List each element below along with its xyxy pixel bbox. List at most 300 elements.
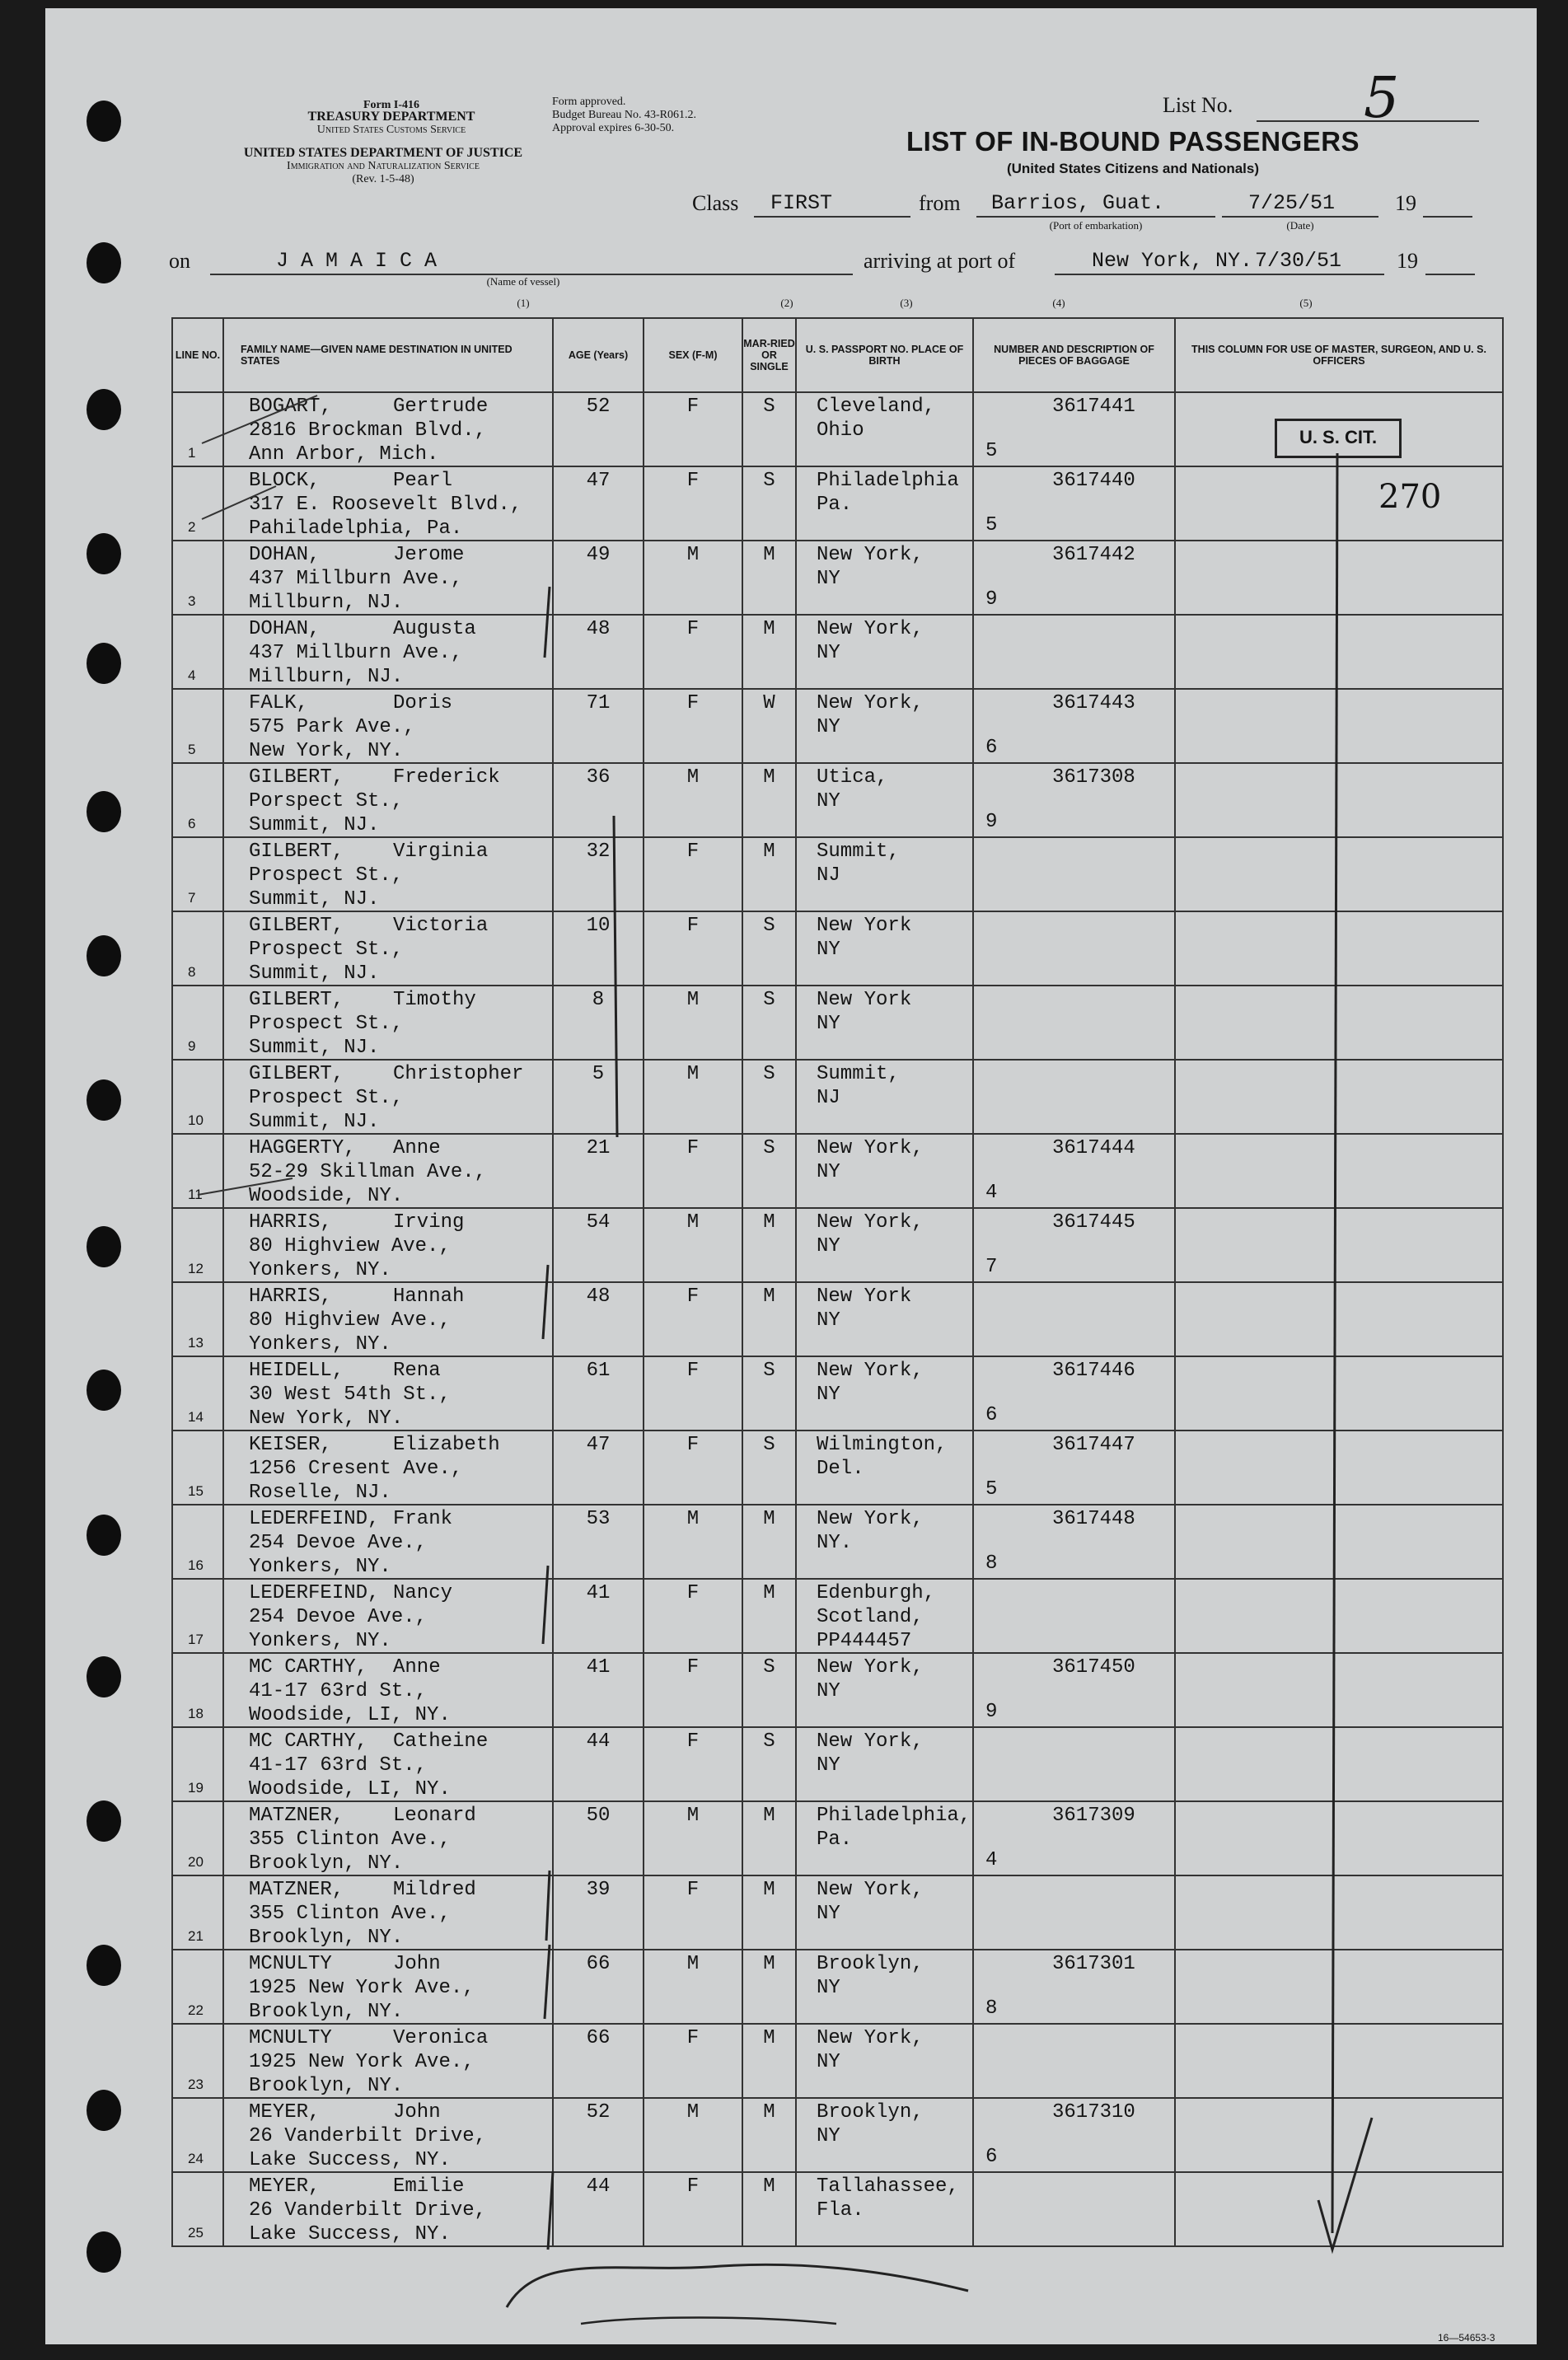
given-name: Virginia — [393, 841, 489, 863]
sex-value: M — [686, 1211, 700, 1234]
birthplace-line-1: New York, — [817, 544, 924, 566]
given-name: Mildred — [393, 1879, 476, 1901]
col-num-5: (5) — [1299, 297, 1313, 309]
birthplace-line-1: Philadelphia — [817, 470, 959, 492]
baggage-number: 3617308 — [1052, 766, 1135, 789]
city-line: Summit, NJ. — [249, 1111, 380, 1133]
city-line: Brooklyn, NY. — [249, 2001, 404, 2023]
birthplace-line-2: Pa. — [817, 1829, 853, 1851]
sex-value: F — [686, 1285, 700, 1308]
age-value: 49 — [586, 544, 611, 566]
col-header-age: AGE (Years) — [553, 318, 644, 392]
address-line: 254 Devoe Ave., — [249, 1606, 428, 1628]
given-name: Frederick — [393, 766, 500, 789]
birthplace-line-1: Summit, — [817, 1063, 900, 1085]
line-number: 6 — [188, 816, 196, 831]
given-name: Gertrude — [393, 396, 489, 418]
city-line: New York, NY. — [249, 1407, 404, 1430]
sex-value: M — [686, 544, 700, 566]
marital-value: M — [763, 1211, 775, 1234]
marital-value: M — [763, 544, 775, 566]
birthplace-line-2: NY — [817, 2125, 840, 2147]
family-name: HAGGERTY, — [249, 1137, 356, 1159]
address-line: 26 Vanderbilt Drive, — [249, 2125, 487, 2147]
marital-value: M — [763, 1879, 775, 1901]
embark-date-caption: (Date) — [1286, 219, 1314, 232]
year-prefix-2: 19 — [1397, 249, 1418, 273]
baggage-pieces: 8 — [985, 1997, 998, 2020]
sex-value: F — [686, 1656, 700, 1679]
line-number: 12 — [188, 1261, 204, 1276]
family-name: MEYER, — [249, 2175, 321, 2198]
baggage-pieces: 8 — [985, 1552, 998, 1575]
customs-service: United States Customs Service — [316, 124, 466, 136]
family-name: HEIDELL, — [249, 1360, 344, 1382]
baggage-number: 3617444 — [1052, 1137, 1135, 1159]
given-name: Irving — [393, 1211, 465, 1234]
birthplace-line-1: New York, — [817, 1360, 924, 1382]
family-name: LEDERFEIND, — [249, 1508, 380, 1530]
given-name: Nancy — [393, 1582, 453, 1604]
form-title: LIST OF IN-BOUND PASSENGERS — [906, 126, 1360, 157]
sex-value: F — [686, 915, 700, 937]
birthplace-line-2: NY — [817, 939, 840, 961]
sex-value: M — [686, 2101, 700, 2124]
address-line: Prospect St., — [249, 1087, 404, 1109]
address-line: 41-17 63rd St., — [249, 1754, 428, 1777]
given-name: Veronica — [393, 2027, 489, 2049]
vessel-name-value: J A M A I C A — [276, 249, 438, 273]
sex-value: F — [686, 1434, 700, 1456]
sex-value: F — [686, 396, 700, 418]
marital-value: S — [763, 1063, 775, 1085]
sex-value: F — [686, 2175, 700, 2198]
year-prefix: 19 — [1395, 191, 1416, 215]
baggage-number: 3617440 — [1052, 470, 1135, 492]
baggage-number: 3617448 — [1052, 1508, 1135, 1530]
justice-dept: UNITED STATES DEPARTMENT OF JUSTICE — [243, 146, 523, 160]
birthplace-line-2: NY — [817, 1384, 840, 1406]
address-line: 355 Clinton Ave., — [249, 1903, 451, 1925]
given-name: Augusta — [393, 618, 476, 640]
marital-value: S — [763, 396, 775, 418]
address-line: 1256 Cresent Ave., — [249, 1458, 463, 1480]
baggage-number: 3617442 — [1052, 544, 1135, 566]
family-name: HARRIS, — [249, 1211, 332, 1234]
sex-value: M — [686, 1508, 700, 1530]
family-name: MC CARTHY, — [249, 1730, 368, 1753]
family-name: GILBERT, — [249, 989, 344, 1011]
arrival-date-value: 7/30/51 — [1255, 249, 1342, 273]
birthplace-line-2: NY — [817, 790, 840, 812]
baggage-number: 3617309 — [1052, 1805, 1135, 1827]
given-name: Victoria — [393, 915, 489, 937]
birthplace-line-1: New York, — [817, 2027, 924, 2049]
line-number: 18 — [188, 1706, 204, 1721]
line-number: 21 — [188, 1928, 204, 1944]
city-line: Woodside, LI, NY. — [249, 1704, 451, 1726]
family-name: LEDERFEIND, — [249, 1582, 380, 1604]
family-name: GILBERT, — [249, 841, 344, 863]
family-name: MCNULTY — [249, 2027, 332, 2049]
line-number: 13 — [188, 1335, 204, 1351]
marital-value: S — [763, 1360, 775, 1382]
baggage-pieces: 4 — [985, 1182, 998, 1204]
line-number: 4 — [188, 667, 196, 683]
family-name: DOHAN, — [249, 544, 321, 566]
city-line: Yonkers, NY. — [249, 1630, 391, 1652]
form-number: Form I-416 — [363, 99, 420, 111]
family-name: DOHAN, — [249, 618, 321, 640]
age-value: 10 — [586, 915, 611, 937]
line-number: 8 — [188, 964, 196, 980]
family-name: MC CARTHY, — [249, 1656, 368, 1679]
birthplace-line-1: Tallahassee, — [817, 2175, 959, 2198]
col-num-2: (2) — [780, 297, 793, 309]
line-number: 1 — [188, 445, 196, 461]
age-value: 39 — [586, 1879, 611, 1901]
baggage-number: 3617441 — [1052, 396, 1135, 418]
line-number: 22 — [188, 2002, 204, 2018]
marital-value: S — [763, 989, 775, 1011]
given-name: Elizabeth — [393, 1434, 500, 1456]
sex-value: F — [686, 618, 700, 640]
birthplace-line-2: NY — [817, 1013, 840, 1035]
baggage-pieces: 4 — [985, 1849, 998, 1871]
baggage-number: 3617450 — [1052, 1656, 1135, 1679]
birthplace-line-2: NY — [817, 2051, 840, 2073]
birthplace-line-1: Edenburgh, — [817, 1582, 936, 1604]
age-value: 21 — [586, 1137, 611, 1159]
age-value: 48 — [586, 1285, 611, 1308]
family-name: MATZNER, — [249, 1879, 344, 1901]
us-citizen-stamp: U. S. CIT. — [1275, 419, 1402, 458]
birthplace-line-1: New York, — [817, 1730, 924, 1753]
age-value: 48 — [586, 618, 611, 640]
birthplace-line-2: NY — [817, 1161, 840, 1183]
city-line: New York, NY. — [249, 740, 404, 762]
family-name: MEYER, — [249, 2101, 321, 2124]
line-number: 14 — [188, 1409, 204, 1425]
line-number: 23 — [188, 2077, 204, 2092]
line-number: 15 — [188, 1483, 204, 1499]
city-line: Lake Success, NY. — [249, 2149, 451, 2171]
birthplace-line-2: NJ — [817, 864, 840, 887]
sex-value: F — [686, 1730, 700, 1753]
baggage-pieces: 5 — [985, 514, 998, 536]
baggage-number: 3617447 — [1052, 1434, 1135, 1456]
given-name: Rena — [393, 1360, 441, 1382]
sex-value: F — [686, 692, 700, 714]
col-header-sex: SEX (F-M) — [644, 318, 742, 392]
family-name: KEISER, — [249, 1434, 332, 1456]
city-line: Summit, NJ. — [249, 1037, 380, 1059]
line-number: 5 — [188, 742, 196, 757]
marital-value: S — [763, 1656, 775, 1679]
family-name: GILBERT, — [249, 766, 344, 789]
city-line: Brooklyn, NY. — [249, 1927, 404, 1949]
age-value: 44 — [586, 1730, 611, 1753]
address-line: 52-29 Skillman Ave., — [249, 1161, 487, 1183]
address-line: 80 Highview Ave., — [249, 1309, 451, 1332]
age-value: 52 — [586, 2101, 611, 2124]
given-name: Doris — [393, 692, 453, 714]
baggage-pieces: 6 — [985, 737, 998, 759]
family-name: HARRIS, — [249, 1285, 332, 1308]
birthplace-line-1: Brooklyn, — [817, 2101, 924, 2124]
birthplace-line-1: New York, — [817, 1879, 924, 1901]
treasury-dept: TREASURY DEPARTMENT — [307, 110, 475, 124]
sex-value: F — [686, 2027, 700, 2049]
sex-value: F — [686, 841, 700, 863]
address-line: Prospect St., — [249, 864, 404, 887]
marital-value: M — [763, 2027, 775, 2049]
sex-value: M — [686, 989, 700, 1011]
city-line: Millburn, NJ. — [249, 666, 404, 688]
given-name: Timothy — [393, 989, 476, 1011]
city-line: Millburn, NJ. — [249, 592, 404, 614]
col-num-1: (1) — [517, 297, 530, 309]
embark-date-value: 7/25/51 — [1248, 191, 1336, 215]
baggage-pieces: 6 — [985, 2146, 998, 2168]
address-line: 41-17 63rd St., — [249, 1680, 428, 1702]
birthplace-line-2: Del. — [817, 1458, 864, 1480]
given-name: Frank — [393, 1508, 453, 1530]
given-name: Christopher — [393, 1063, 524, 1085]
birthplace-line-2: Ohio — [817, 419, 864, 442]
on-label: on — [169, 249, 190, 273]
city-line: Woodside, LI, NY. — [249, 1778, 451, 1800]
line-number: 24 — [188, 2151, 204, 2166]
col-num-3: (3) — [900, 297, 913, 309]
age-value: 32 — [586, 841, 611, 863]
address-line: 80 Highview Ave., — [249, 1235, 451, 1257]
address-line: 437 Millburn Ave., — [249, 642, 463, 664]
family-name: FALK, — [249, 692, 309, 714]
family-name: BOGART, — [249, 396, 332, 418]
baggage-pieces: 5 — [985, 440, 998, 462]
birthplace-line-2: NY. — [817, 1532, 853, 1554]
city-line: Woodside, NY. — [249, 1185, 404, 1207]
birthplace-line-1: New York, — [817, 1508, 924, 1530]
marital-value: S — [763, 1730, 775, 1753]
given-name: Leonard — [393, 1805, 476, 1827]
age-value: 41 — [586, 1656, 611, 1679]
address-line: 254 Devoe Ave., — [249, 1532, 428, 1554]
line-number: 17 — [188, 1632, 204, 1647]
birthplace-line-2: NY — [817, 716, 840, 738]
birthplace-line-1: Cleveland, — [817, 396, 936, 418]
sex-value: M — [686, 1063, 700, 1085]
line-number: 10 — [188, 1112, 204, 1128]
city-line: Brooklyn, NY. — [249, 1852, 404, 1875]
given-name: Catheine — [393, 1730, 489, 1753]
baggage-number: 3617301 — [1052, 1953, 1135, 1975]
marital-value: M — [763, 1285, 775, 1308]
address-line: 437 Millburn Ave., — [249, 568, 463, 590]
given-name: Jerome — [393, 544, 465, 566]
address-line: 26 Vanderbilt Drive, — [249, 2199, 487, 2222]
age-value: 66 — [586, 2027, 611, 2049]
birthplace-line-2: Fla. — [817, 2199, 864, 2222]
approval-line-3: Approval expires 6-30-50. — [552, 122, 675, 134]
col-header-name: FAMILY NAME—GIVEN NAME DESTINATION IN UNITED STATES — [223, 318, 553, 392]
given-name: Emilie — [393, 2175, 465, 2198]
given-name: John — [393, 1953, 441, 1975]
birthplace-line-1: New York — [817, 989, 912, 1011]
revision-date: (Rev. 1-5-48) — [352, 173, 414, 185]
address-line: 2816 Brockman Blvd., — [249, 419, 487, 442]
birthplace-line-1: Utica, — [817, 766, 888, 789]
city-line: Lake Success, NY. — [249, 2223, 451, 2245]
age-value: 47 — [586, 1434, 611, 1456]
sex-value: M — [686, 1953, 700, 1975]
birthplace-line-1: Summit, — [817, 841, 900, 863]
col-header-baggage: NUMBER AND DESCRIPTION OF PIECES OF BAGGAGE — [973, 318, 1175, 392]
address-line: 1925 New York Ave., — [249, 1977, 475, 1999]
baggage-pieces: 6 — [985, 1404, 998, 1426]
birthplace-line-2: NY — [817, 1977, 840, 1999]
birthplace-line-1: New York — [817, 1285, 912, 1308]
birthplace-line-2: NY — [817, 1754, 840, 1777]
birthplace-line-2: Scotland, — [817, 1606, 924, 1628]
age-value: 61 — [586, 1360, 611, 1382]
age-value: 47 — [586, 470, 611, 492]
sex-value: F — [686, 1582, 700, 1604]
col-header-married: MAR-RIED OR SINGLE — [742, 318, 796, 392]
passenger-manifest-sheet — [45, 8, 1537, 2344]
given-name: Anne — [393, 1656, 441, 1679]
address-line: 1925 New York Ave., — [249, 2051, 475, 2073]
given-name: Pearl — [393, 470, 453, 492]
marital-value: M — [763, 1508, 775, 1530]
class-label: Class — [692, 191, 739, 215]
line-number: 19 — [188, 1780, 204, 1796]
baggage-pieces: 7 — [985, 1256, 998, 1278]
city-line: Yonkers, NY. — [249, 1259, 391, 1281]
embark-port-value: Barrios, Guat. — [991, 191, 1165, 215]
marital-value: S — [763, 1137, 775, 1159]
line-number: 3 — [188, 593, 196, 609]
address-line: 575 Park Ave., — [249, 716, 415, 738]
arriving-label: arriving at port of — [864, 249, 1016, 273]
birthplace-line-1: Philadelphia, — [817, 1805, 971, 1827]
list-no-value: 5 — [1364, 66, 1400, 131]
marital-value: M — [763, 766, 775, 789]
birthplace-line-2: NY — [817, 642, 840, 664]
age-value: 71 — [586, 692, 611, 714]
marital-value: M — [763, 841, 775, 863]
birthplace-line-2: NJ — [817, 1087, 840, 1109]
embark-port-caption: (Port of embarkation) — [1049, 219, 1143, 232]
age-value: 52 — [586, 396, 611, 418]
marital-value: M — [763, 2175, 775, 2198]
city-line: Pahiladelphia, Pa. — [249, 517, 463, 540]
marital-value: S — [763, 470, 775, 492]
city-line: Summit, NJ. — [249, 962, 380, 985]
baggage-number: 3617446 — [1052, 1360, 1135, 1382]
baggage-pieces: 9 — [985, 1701, 998, 1723]
age-value: 41 — [586, 1582, 611, 1604]
sex-value: F — [686, 1137, 700, 1159]
sex-value: F — [686, 470, 700, 492]
age-value: 50 — [586, 1805, 611, 1827]
birthplace-line-1: New York — [817, 915, 912, 937]
birthplace-line-2: NY — [817, 1680, 840, 1702]
given-name: Hannah — [393, 1285, 465, 1308]
birthplace-line-2: NY — [817, 1903, 840, 1925]
given-name: Anne — [393, 1137, 441, 1159]
address-line: Porspect St., — [249, 790, 404, 812]
marital-value: M — [763, 1805, 775, 1827]
city-line: Roselle, NJ. — [249, 1482, 391, 1504]
marital-value: M — [763, 1582, 775, 1604]
birthplace-line-1: New York, — [817, 1211, 924, 1234]
age-value: 5 — [592, 1063, 605, 1085]
city-line: Yonkers, NY. — [249, 1556, 391, 1578]
age-value: 8 — [592, 989, 605, 1011]
marital-value: S — [763, 1434, 775, 1456]
officer-count-number: 270 — [1378, 478, 1442, 516]
birthplace-line-1: New York, — [817, 692, 924, 714]
form-subtitle: (United States Citizens and Nationals) — [1006, 161, 1260, 176]
baggage-pieces: 9 — [985, 811, 998, 833]
sex-value: F — [686, 1360, 700, 1382]
ins-service: Immigration and Naturalization Service — [287, 160, 480, 172]
sex-value: F — [686, 1879, 700, 1901]
line-number: 25 — [188, 2225, 204, 2241]
col-header-officers: THIS COLUMN FOR USE OF MASTER, SURGEON, AND U. S. OFFICERS — [1175, 318, 1503, 392]
address-line: Prospect St., — [249, 1013, 404, 1035]
class-value: FIRST — [770, 191, 833, 215]
family-name: BLOCK, — [249, 470, 321, 492]
birthplace-line-2: NY — [817, 568, 840, 590]
birthplace-line-1: Brooklyn, — [817, 1953, 924, 1975]
birthplace-line-1: Wilmington, — [817, 1434, 948, 1456]
city-line: Ann Arbor, Mich. — [249, 443, 439, 466]
baggage-number: 3617310 — [1052, 2101, 1135, 2124]
passport-number: PP444457 — [817, 1630, 912, 1652]
family-name: GILBERT, — [249, 1063, 344, 1085]
address-line: 30 West 54th St., — [249, 1384, 451, 1406]
vessel-caption: (Name of vessel) — [486, 275, 560, 288]
line-number: 20 — [188, 1854, 204, 1870]
family-name: GILBERT, — [249, 915, 344, 937]
birthplace-line-1: New York, — [817, 1137, 924, 1159]
city-line: Yonkers, NY. — [249, 1333, 391, 1356]
given-name: John — [393, 2101, 441, 2124]
baggage-number: 3617445 — [1052, 1211, 1135, 1234]
age-value: 53 — [586, 1508, 611, 1530]
marital-value: M — [763, 1953, 775, 1975]
age-value: 54 — [586, 1211, 611, 1234]
address-line: 317 E. Roosevelt Blvd., — [249, 494, 522, 516]
city-line: Summit, NJ. — [249, 888, 380, 911]
marital-value: S — [763, 915, 775, 937]
handwritten-marks — [45, 8, 1537, 2344]
col-header-line: LINE NO. — [172, 318, 223, 392]
age-value: 66 — [586, 1953, 611, 1975]
birthplace-line-1: New York, — [817, 1656, 924, 1679]
city-line: Summit, NJ. — [249, 814, 380, 836]
age-value: 36 — [586, 766, 611, 789]
approval-line-2: Budget Bureau No. 43-R061.2. — [552, 109, 696, 121]
marital-value: W — [763, 692, 775, 714]
footer-print-code: 16—54653-3 — [1438, 2332, 1495, 2344]
baggage-pieces: 9 — [985, 588, 998, 611]
approval-line-1: Form approved. — [552, 96, 626, 108]
marital-value: M — [763, 2101, 775, 2124]
